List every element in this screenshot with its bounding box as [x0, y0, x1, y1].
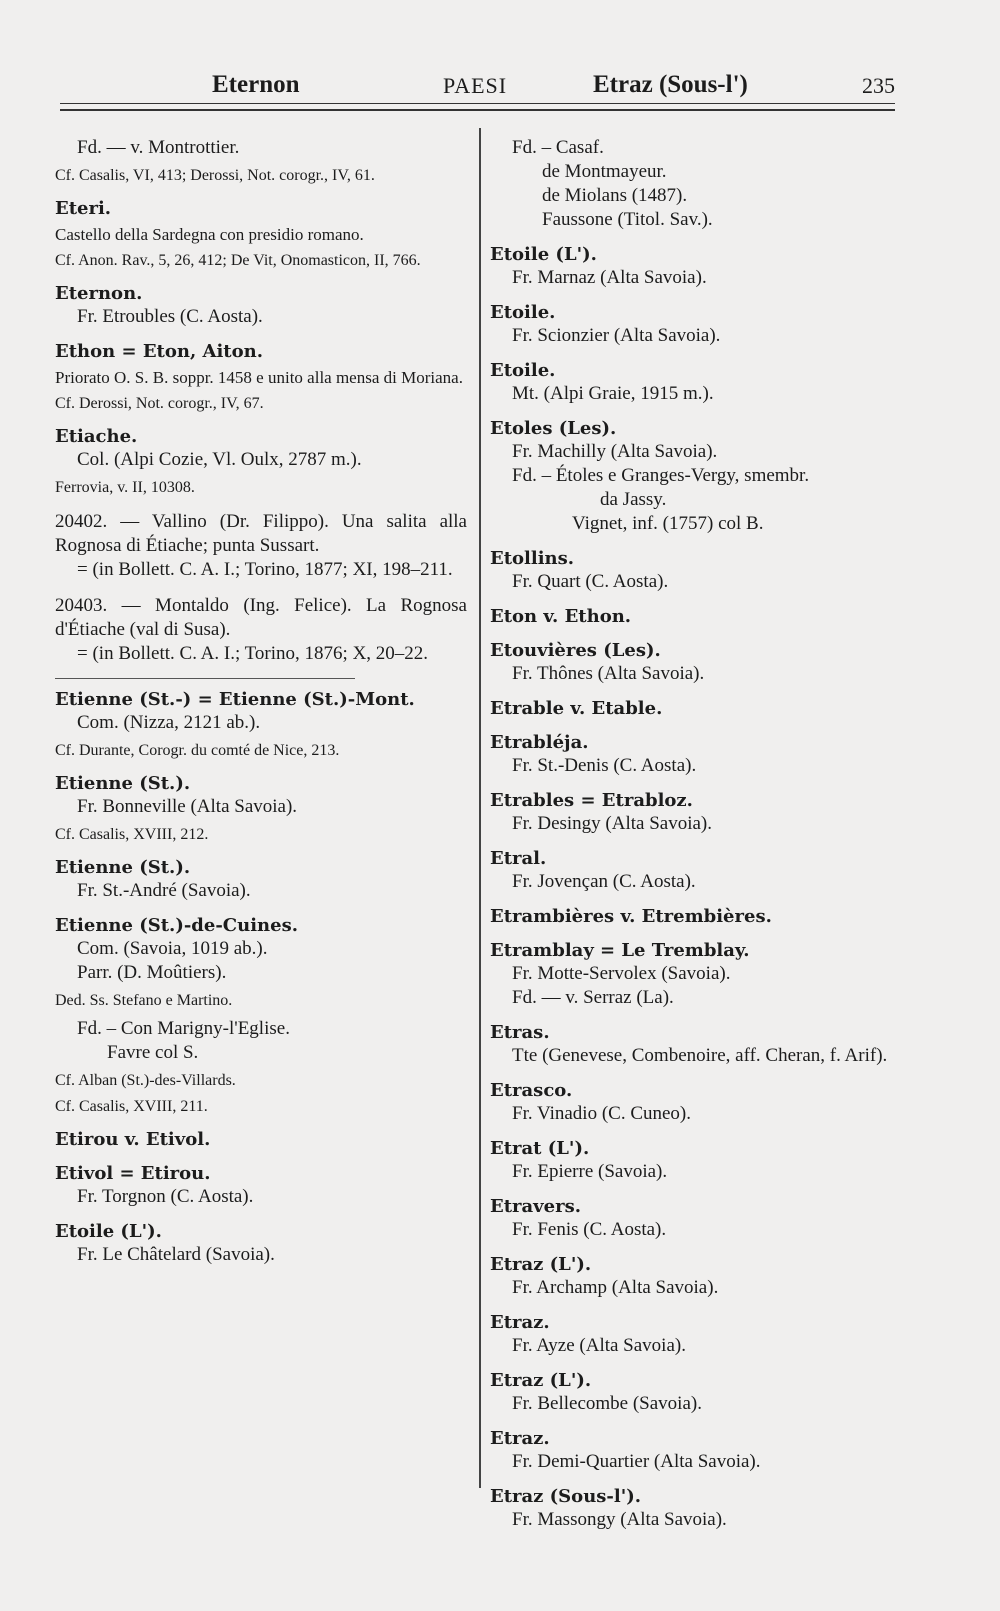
entry-etrableja — [490, 732, 895, 778]
entry-reference: Cf. Casalis, VI, 413; Derossi, Not. corogr., IV, 61. — [55, 167, 375, 184]
bibliography-source: = (in Bollett. C. A. I.; Torino, 1877; XI, 198–211. — [77, 559, 453, 580]
entry-headword: Etollins. — [490, 548, 575, 569]
entry-headword: Etrat (L'). — [490, 1138, 590, 1159]
entry-headword: Etienne (St.-) = Etienne (St.)-Mont. — [55, 689, 415, 710]
entry-line: Fr. Marnaz (Alta Savoia). — [512, 267, 707, 288]
entry-headword: Etoile. — [490, 360, 556, 381]
entry-etienne-mont — [55, 689, 467, 761]
entry-line: Fd. — v. Serraz (La). — [512, 987, 674, 1008]
entry-headword: Etiache. — [55, 426, 138, 447]
entry-etoile-marnaz — [490, 244, 895, 290]
entry-casaf — [490, 136, 895, 232]
entry-headword: Etivol = Etirou. — [55, 1163, 211, 1184]
entry-etoile-scionzier — [490, 302, 895, 348]
entry-line: Fr. Desingy (Alta Savoia). — [512, 813, 713, 834]
entry-line: Tte (Genevese, Combenoire, aff. Cheran, f. Arif). — [512, 1045, 888, 1066]
right-column — [490, 136, 895, 1544]
entry-line: Fr. Epierre (Savoia). — [512, 1161, 668, 1182]
entry-line: Fr. Quart (C. Aosta). — [512, 571, 669, 592]
entry-line: Fd. – Con Marigny-l'Eglise. — [77, 1018, 290, 1039]
entry-headword: Etraz. — [490, 1312, 550, 1333]
entry-etrable — [490, 698, 895, 720]
entry-line: Mt. (Alpi Graie, 1915 m.). — [512, 383, 714, 404]
entry-montrottier — [55, 136, 467, 186]
entry-headword: Etirou v. Etivol. — [55, 1129, 211, 1150]
entry-headword: Etras. — [490, 1022, 550, 1043]
bibliography-source: = (in Bollett. C. A. I.; Torino, 1876; X, 20–22. — [77, 643, 429, 664]
entry-line: Fr. Archamp (Alta Savoia). — [512, 1277, 719, 1298]
entry-line: Fd. – Étoles e Granges-Vergy, smembr. — [512, 465, 810, 486]
entry-etraz-ayze — [490, 1312, 895, 1358]
entry-etienne-de-cuines — [55, 915, 467, 1117]
entry-headword: Etoile (L'). — [490, 244, 597, 265]
page-number: 235 — [862, 73, 895, 98]
entry-eteri — [55, 198, 467, 271]
page-header — [60, 66, 895, 106]
entry-line: Fr. Motte-Servolex (Savoia). — [512, 963, 731, 984]
entry-etoile-mt — [490, 360, 895, 406]
entry-dedication: Ded. Ss. Stefano e Martino. — [55, 992, 233, 1009]
entry-eternon — [55, 283, 467, 329]
entry-text: Castello della Sardegna con presidio romano. — [55, 225, 364, 244]
entry-headword: Etraz. — [490, 1428, 550, 1449]
entry-headword: Etraz (Sous-l'). — [490, 1486, 642, 1507]
entry-line: Fr. Machilly (Alta Savoia). — [512, 441, 718, 462]
entry-reference: Cf. Casalis, XVIII, 211. — [55, 1098, 208, 1115]
entry-reference: Cf. Alban (St.)-des-Villards. — [55, 1072, 236, 1089]
entry-line: Parr. (D. Moûtiers). — [77, 962, 227, 983]
entry-line: Fr. Bellecombe (Savoia). — [512, 1393, 702, 1414]
entry-headword: Etramblay = Le Tremblay. — [490, 940, 750, 961]
header-section-title: PAESI — [443, 73, 508, 98]
entry-line: Fr. St.-André (Savoia). — [77, 880, 251, 901]
entry-headword: Etienne (St.)-de-Cuines. — [55, 915, 298, 936]
entry-line: Fr. Vinadio (C. Cuneo). — [512, 1103, 692, 1124]
entry-etraz-bellecombe — [490, 1370, 895, 1416]
column-divider — [479, 128, 481, 1488]
entry-etraz-sous — [490, 1486, 895, 1532]
entry-line: Vignet, inf. (1757) col B. — [572, 513, 764, 534]
entry-line: Fd. – Casaf. — [512, 137, 604, 158]
entry-headword: Etrambières v. Etrembières. — [490, 906, 772, 927]
entry-line: Fr. Bonneville (Alta Savoia). — [77, 796, 298, 817]
entry-line: Fr. Torgnon (C. Aosta). — [77, 1186, 254, 1207]
entry-line: Com. (Savoia, 1019 ab.). — [77, 938, 268, 959]
entry-headword: Etral. — [490, 848, 547, 869]
entry-etivol — [55, 1163, 467, 1209]
entry-headword: Etienne (St.). — [55, 857, 191, 878]
entry-etrambieres — [490, 906, 895, 928]
entry-headword: Etraz (L'). — [490, 1254, 592, 1275]
entry-line: Col. (Alpi Cozie, Vl. Oulx, 2787 m.). — [77, 449, 362, 470]
entry-line: Fr. Etroubles (C. Aosta). — [77, 306, 263, 327]
entry-etrasco — [490, 1080, 895, 1126]
entry-headword: Etrables = Etrabloz. — [490, 790, 693, 811]
entry-line: Fr. Scionzier (Alta Savoia). — [512, 325, 721, 346]
header-rule-thin — [60, 103, 895, 104]
entry-etoles — [490, 418, 895, 536]
entry-etollins — [490, 548, 895, 594]
entry-headword: Etoile. — [490, 302, 556, 323]
entry-headword: Etravers. — [490, 1196, 581, 1217]
entry-etienne-1 — [55, 773, 467, 845]
entry-etrables — [490, 790, 895, 836]
entry-etras — [490, 1022, 895, 1068]
entry-line: de Montmayeur. — [542, 161, 667, 182]
entry-etirou — [55, 1129, 467, 1151]
entry-reference: Cf. Durante, Corogr. du comté de Nice, 213. — [55, 742, 340, 759]
entry-headword: Etrabléja. — [490, 732, 589, 753]
entry-headword: Etoles (Les). — [490, 418, 617, 439]
bibliography-20402 — [55, 510, 467, 582]
entry-line: Fr. Ayze (Alta Savoia). — [512, 1335, 686, 1356]
entry-etramblay — [490, 940, 895, 1010]
header-rule-thick — [60, 109, 895, 111]
entry-etraz-archamp — [490, 1254, 895, 1300]
entry-line: Favre col S. — [107, 1042, 199, 1063]
entry-headword: Ethon = Eton, Aiton. — [55, 341, 263, 362]
left-column — [55, 136, 467, 1279]
entry-line: Fr. Fenis (C. Aosta). — [512, 1219, 667, 1240]
entry-headword: Etienne (St.). — [55, 773, 191, 794]
entry-line: Fd. — v. Montrottier. — [77, 137, 240, 158]
entry-headword: Eternon. — [55, 283, 143, 304]
entry-etral — [490, 848, 895, 894]
entry-eton — [490, 606, 895, 628]
entry-line: Fr. Jovençan (C. Aosta). — [512, 871, 696, 892]
entry-line: Com. (Nizza, 2121 ab.). — [77, 712, 261, 733]
entry-etravers — [490, 1196, 895, 1242]
entry-etraz-demi-quartier — [490, 1428, 895, 1474]
entry-headword: Etrasco. — [490, 1080, 573, 1101]
entry-line: Fr. Le Châtelard (Savoia). — [77, 1244, 275, 1265]
entry-reference: Cf. Casalis, XVIII, 212. — [55, 826, 209, 843]
entry-headword: Eton v. Ethon. — [490, 606, 632, 627]
entry-etouvieres — [490, 640, 895, 686]
entry-line: Fr. Demi-Quartier (Alta Savoia). — [512, 1451, 761, 1472]
entry-etrat — [490, 1138, 895, 1184]
entry-headword: Etouvières (Les). — [490, 640, 661, 661]
entry-etiache — [55, 426, 467, 498]
entry-line: de Miolans (1487). — [542, 185, 688, 206]
entry-headword: Etraz (L'). — [490, 1370, 592, 1391]
header-last-entry: Etraz (Sous-l') — [593, 71, 748, 98]
entry-reference: Cf. Derossi, Not. corogr., IV, 67. — [55, 395, 264, 412]
entry-etienne-2 — [55, 857, 467, 903]
entry-line: Fr. Thônes (Alta Savoia). — [512, 663, 705, 684]
entry-ethon — [55, 341, 467, 414]
entry-line: Fr. St.-Denis (C. Aosta). — [512, 755, 697, 776]
entry-headword: Eteri. — [55, 198, 112, 219]
bibliography-text: 20402. — Vallino (Dr. Filippo). Una salita alla Rognosa di Étiache; punta Sussart. — [55, 511, 467, 556]
bibliography-text: 20403. — Montaldo (Ing. Felice). La Rognosa d'Étiache (val di Susa). — [55, 595, 467, 640]
entry-headword: Etrable v. Etable. — [490, 698, 663, 719]
entry-headword: Etoile (L'). — [55, 1221, 162, 1242]
section-rule — [55, 678, 355, 679]
header-first-entry: Eternon — [212, 71, 300, 98]
entry-etoile-chatelard — [55, 1221, 467, 1267]
entry-reference: Cf. Anon. Rav., 5, 26, 412; De Vit, Onomasticon, II, 766. — [55, 252, 421, 269]
entry-line: Fr. Massongy (Alta Savoia). — [512, 1509, 727, 1530]
bibliography-20403 — [55, 594, 467, 666]
entry-line: da Jassy. — [600, 489, 667, 510]
entry-text: Priorato O. S. B. soppr. 1458 e unito alla mensa di Moriana. — [55, 368, 463, 387]
entry-reference: Ferrovia, v. II, 10308. — [55, 479, 195, 496]
entry-line: Faussone (Titol. Sav.). — [542, 209, 713, 230]
